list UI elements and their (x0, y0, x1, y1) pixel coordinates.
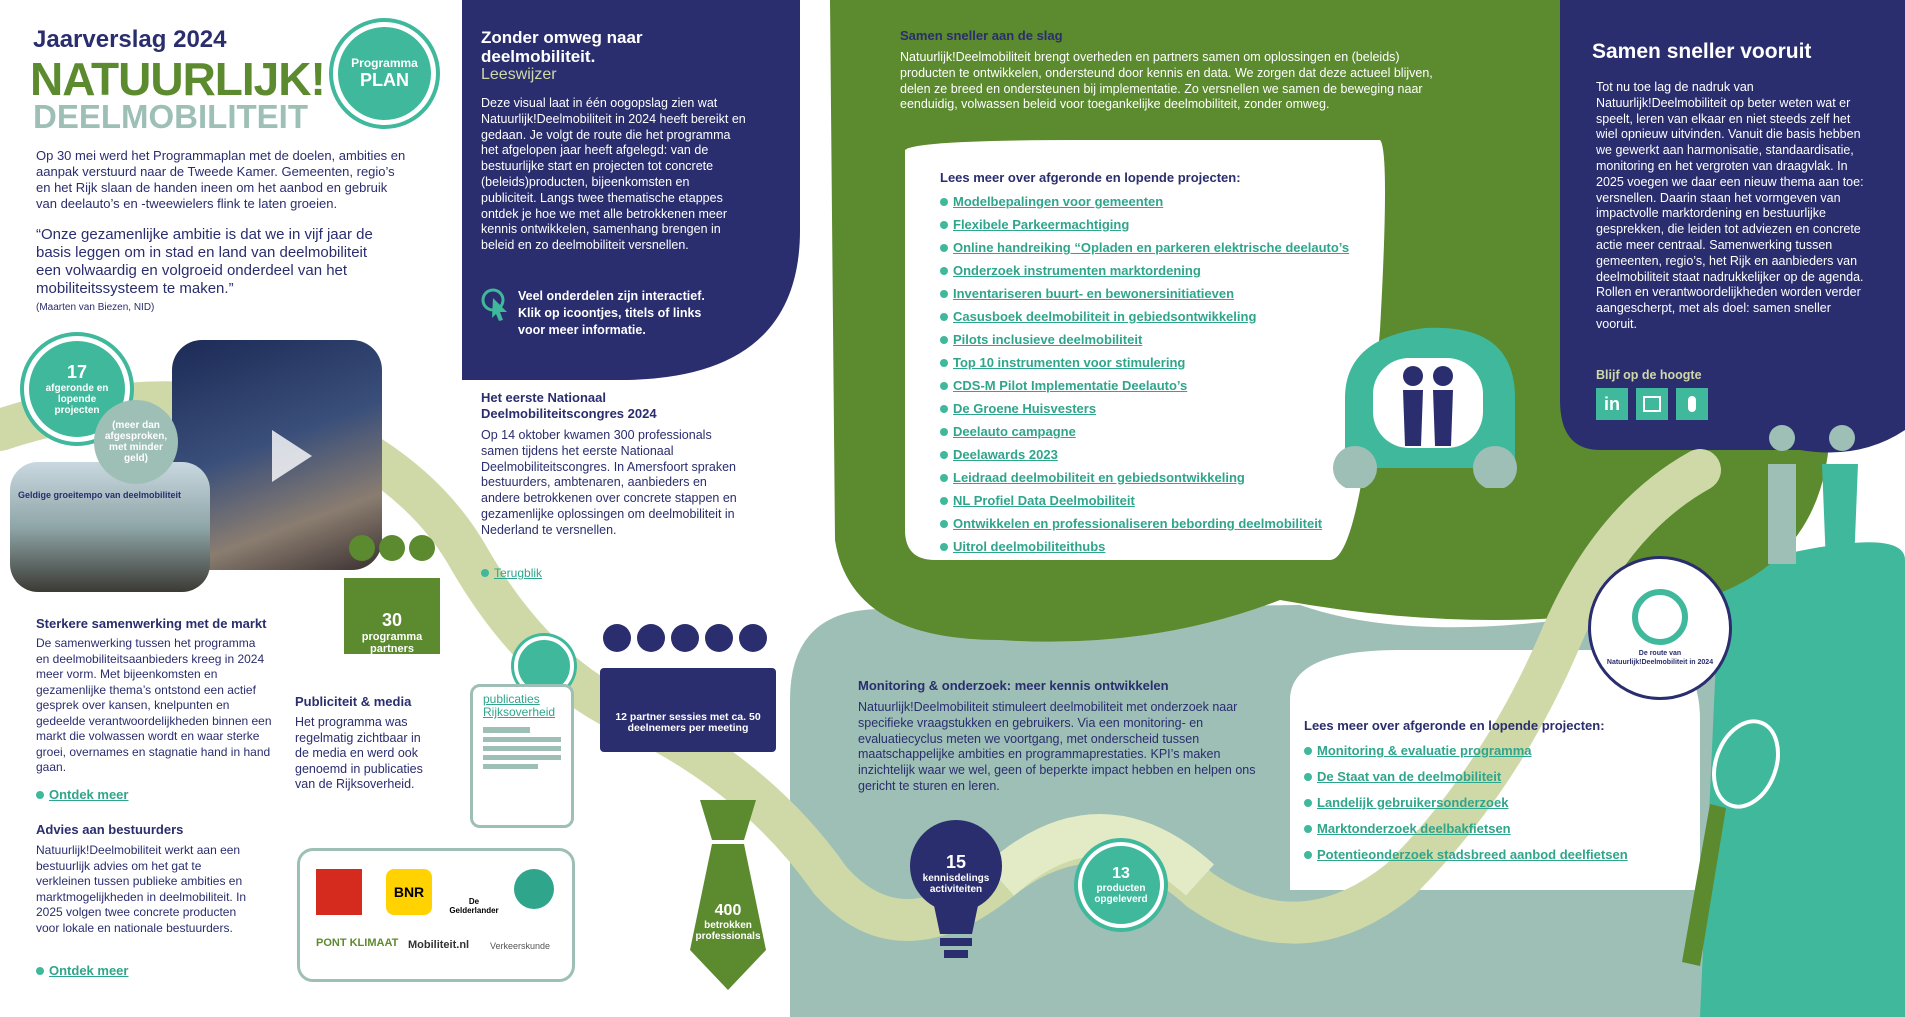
link-bullet-icon (36, 791, 44, 799)
market-link-label[interactable]: Ontdek meer (49, 787, 129, 802)
projects2-title: Lees meer over afgeronde en lopende projecten: (1304, 718, 1605, 733)
market-link[interactable] (36, 786, 128, 804)
projects1-title: Lees meer over afgeronde en lopende projecten: (940, 170, 1241, 185)
plan-badge-line2: PLAN (360, 70, 409, 90)
rijksoverheid-logo[interactable] (316, 869, 362, 915)
sessions-stat[interactable]: 12 partner sessies met ca. 50 deelnemers per meeting (615, 711, 761, 734)
programmaplan-badge[interactable] (333, 22, 436, 125)
list-item[interactable]: Flexibele Parkeermachtiging (940, 216, 1349, 234)
stay-updated-label: Blijf op de hoogte (1596, 368, 1702, 382)
mobiliteit-logo[interactable]: Mobiliteit.nl (408, 939, 470, 951)
list-item[interactable]: Uitrol deelmobiliteithubs (940, 538, 1349, 556)
bottles-icon (1762, 424, 1862, 564)
publicity-title: Publiciteit & media (295, 694, 412, 709)
list-item[interactable]: Top 10 instrumenten voor stimulering (940, 354, 1349, 372)
activities-label: kennisdelings activiteiten (922, 873, 990, 895)
link-bullet-icon (481, 569, 489, 577)
photo-caption: Geldige groeitempo van deelmobiliteit (18, 490, 182, 500)
list-item[interactable]: Inventariseren buurt- en bewonersinitiatieven (940, 285, 1349, 303)
projects-number: 17 (66, 362, 88, 382)
guide-text: Deze visual laat in één oogopslag zien wat Natuurlijk!Deelmobiliteit in 2024 heeft bereikt en gedaan. Je volgt de route die het programma het afgelopen jaar heeft afgelegd: van de bestuurlijke start en projecten tot concrete (beleids)producten, bijeenkomsten en publiciteit. Langs twee thematische etappes ontdek je hoe we met alle betrokkenen meer kennis ontwikkelen, samenhang brengen in beleid en zo deelmobiliteit versnellen. (481, 96, 746, 253)
professionals-tie-icon (690, 800, 766, 990)
publicaties-document[interactable] (470, 684, 574, 828)
list-item[interactable]: Onderzoek instrumenten marktordening (940, 262, 1349, 280)
bnr-logo[interactable]: BNR (386, 869, 432, 915)
publicity-text: Het programma was regelmatig zichtbaar in de media en werd ook genoemd in publicaties van de Rijksoverheid. (295, 715, 423, 791)
linkedin-icon[interactable]: in (1596, 388, 1628, 420)
projects2-list (1304, 742, 1628, 872)
professionals-stat[interactable] (688, 902, 768, 942)
congress-link-label[interactable]: Terugblik (494, 566, 543, 580)
gelderlander-logo[interactable]: De Gelderlander (449, 897, 499, 915)
shared-car-icon[interactable] (1325, 318, 1525, 488)
professionals-number: 400 (714, 902, 742, 919)
list-item[interactable]: Online handreiking “Opladen en parkeren elektrische deelauto’s (940, 239, 1349, 257)
intro-text: Op 30 mei werd het Programmaplan met de doelen, ambities en aanpak verstuurd naar de Tweede Kamer. Gemeenten, regio’s en het Rijk slaan de handen ineen om het aanbod en gebruik van deelauto’s en -tweewielers flink te laten groeien. (36, 148, 406, 211)
route-badge[interactable] (1588, 556, 1732, 700)
forward-title: Samen sneller vooruit (1592, 40, 1812, 63)
partners-number: 30 (381, 610, 403, 630)
link-bullet-icon (36, 967, 44, 975)
forward-text: Tot nu toe lag de nadruk van Natuurlijk!Deelmobiliteit op beter weten wat er speelt, leren van elkaar en niet steeds zelf het wiel opnieuw uitvinden. Vanuit die basis hebben we gewerkt aan harmonisatie, standaardisatie, monitoring en het vergroten van draagvlak. In 2025 voegen we daar een nieuw thema aan toe: versnellen. Daarin staan het vormgeven van impactvolle marktordening en bestuurlijke gesprekken, die leiden tot adviezen en concrete actie meer centraal. Samenwerking tussen gemeenten, regio’s, het Rijk en aanbieders van deelmobiliteit staat nadrukkelijker op de agenda. Rollen en verantwoordelijkheden worden verder aangescherpt, met als doel: samen sneller vooruit. (1596, 80, 1864, 331)
click-icon (481, 288, 511, 322)
list-item[interactable]: Deelawards 2023 (940, 446, 1349, 464)
products-label: producten opgeleverd (1094, 883, 1148, 905)
faster-title: Samen sneller aan de slag (900, 28, 1063, 43)
logo-natuurlijk: NATUURLIJK! (30, 53, 325, 105)
intro-quote: “Onze gezamenlijke ambitie is dat we in vijf jaar de basis leggen om in stad en land van deelmobiliteit een volwaardig en volgroeid onderdeel van het mobiliteitssysteem te maken.” (36, 226, 373, 297)
faster-text: Natuurlijk!Deelmobiliteit brengt overheden en partners samen om oplossingen en (beleids) producten te ontwikkelen, ondersteund door kennis en data. We zorgen dat deze actueel blijven, delen ze breed en ondersteunen bij implementatie. Zo versnellen we samen de beweging naar eenduidig, volwassen beleid voor toegankelijke deelmobiliteit, zonder omweg. (900, 50, 1433, 112)
route-badge-text: De route van Natuurlijk!Deelmobiliteit in 2024 (1606, 650, 1714, 666)
partners-stat[interactable] (340, 610, 444, 655)
list-item[interactable]: NL Profiel Data Deelmobiliteit (940, 492, 1349, 510)
projects-label: afgeronde en lopende projecten (45, 383, 109, 416)
publicaties-link[interactable]: publicaties Rijksoverheid (483, 692, 556, 719)
list-item[interactable]: Deelauto campagne (940, 423, 1349, 441)
deelmobiliteit-logo[interactable] (514, 869, 554, 909)
list-item[interactable]: Marktonderzoek deelbakfietsen (1304, 820, 1628, 838)
advice-link-label[interactable]: Ontdek meer (49, 963, 129, 978)
guide-subtitle: Leeswijzer (481, 66, 557, 83)
congress-link[interactable] (481, 564, 542, 582)
play-icon[interactable] (272, 430, 312, 482)
plan-badge-line1: Programma (351, 56, 418, 70)
newsletter-icon[interactable] (1636, 388, 1668, 420)
list-item[interactable]: Modelbepalingen voor gemeenten (940, 193, 1349, 211)
partners-label: programma partners (361, 631, 423, 655)
monitoring-text: Natuurlijk!Deelmobiliteit stimuleert deelmobiliteit met onderzoek naar specifieke vraagstukken en gebruikers. Via een monitoring- en evaluatiecyclus meten we voortgang, met onderscheid tussen maatschappelijke ambities en programmaprestaties. KPI’s maken inzichtelijk waar we wel, geen of beperkte impact hebben en helpen ons gericht te sturen en leren. (858, 700, 1256, 793)
podcast-icon[interactable] (1676, 388, 1708, 420)
advice-text: Natuurlijk!Deelmobiliteit werkt aan een bestuurlijk advies om het gat te verkleinen tussen publieke ambities en marktmogelijkheden in deelmobiliteit. In 2025 volgen twee concrete producten voor lokale en nationale bestuurders. (36, 843, 247, 935)
list-item[interactable]: Pilots inclusieve deelmobiliteit (940, 331, 1349, 349)
projects1-list (940, 193, 1349, 561)
quote-author: (Maarten van Biezen, NID) (36, 302, 155, 313)
whisk-icon (1680, 716, 1790, 966)
list-item[interactable]: De Groene Huisvesters (940, 400, 1349, 418)
advice-link[interactable] (36, 962, 128, 980)
advice-title[interactable]: Advies aan bestuurders (36, 822, 184, 837)
market-text: De samenwerking tussen het programma en deelmobiliteitsaanbieders kreeg in 2024 meer vorm. Met bijeenkomsten en gezamenlijke thema’s ontstond een actief gesprek over kansen, knelpunten en gedeelde verantwoordelijkheden binnen een markt die volwassen wordt en waar sterke groei, overnames en stagnatie hand in hand gaan. (36, 636, 272, 774)
list-item[interactable]: Leidraad deelmobiliteit en gebiedsontwikkeling (940, 469, 1349, 487)
monitoring-title: Monitoring & onderzoek: meer kennis ontwikkelen (858, 678, 1169, 693)
interactive-note: Veel onderdelen zijn interactief. Klik op icoontjes, titels of links voor meer informatie. (518, 289, 705, 337)
report-title: Jaarverslag 2024 (33, 26, 227, 53)
projects-note-badge (94, 400, 178, 484)
guide-title: Zonder omweg naar deelmobiliteit. (481, 28, 643, 66)
list-item[interactable]: CDS-M Pilot Implementatie Deelauto’s (940, 377, 1349, 395)
list-item[interactable]: Ontwikkelen en professionaliseren bebording deelmobiliteit (940, 515, 1349, 533)
media-logos-box (297, 848, 575, 982)
logo-deelmobiliteit: DEELMOBILITEIT (33, 98, 308, 135)
congress-title[interactable]: Het eerste Nationaal Deelmobiliteitscongres 2024 (481, 390, 657, 421)
congress-text: Op 14 oktober kwamen 300 professionals samen tijdens het eerste Nationaal Deelmobiliteitscongres. In Amersfoort spraken bestuurders, ambtenaren, aanbieders en andere betrokkenen over concrete stappen en gezamenlijke oplossingen om deelmobiliteit in Nederland te versnellen. (481, 428, 737, 537)
verkeerskunde-logo[interactable]: Verkeerskunde (490, 941, 551, 951)
list-item[interactable]: Monitoring & evaluatie programma (1304, 742, 1628, 760)
panel-photo (10, 462, 210, 592)
activities-number: 15 (945, 852, 967, 872)
list-item[interactable]: Potentieonderzoek stadsbreed aanbod deelfietsen (1304, 846, 1628, 864)
products-stat-badge[interactable] (1078, 842, 1164, 928)
list-item[interactable]: Landelijk gebruikersonderzoek (1304, 794, 1628, 812)
professionals-label: betrokken professionals (695, 920, 761, 942)
market-title[interactable]: Sterkere samenwerking met de markt (36, 616, 267, 631)
activities-stat[interactable] (906, 852, 1006, 895)
list-item[interactable]: De Staat van de deelmobiliteit (1304, 768, 1628, 786)
route-knot-icon (1632, 589, 1688, 645)
projects-note: (meer dan afgesproken, met minder geld) (104, 420, 168, 464)
social-icons (1596, 388, 1708, 420)
list-item[interactable]: Casusboek deelmobiliteit in gebiedsontwikkeling (940, 308, 1349, 326)
products-number: 13 (1112, 865, 1130, 882)
pont-logo[interactable]: PONT KLIMAAT (316, 937, 399, 949)
